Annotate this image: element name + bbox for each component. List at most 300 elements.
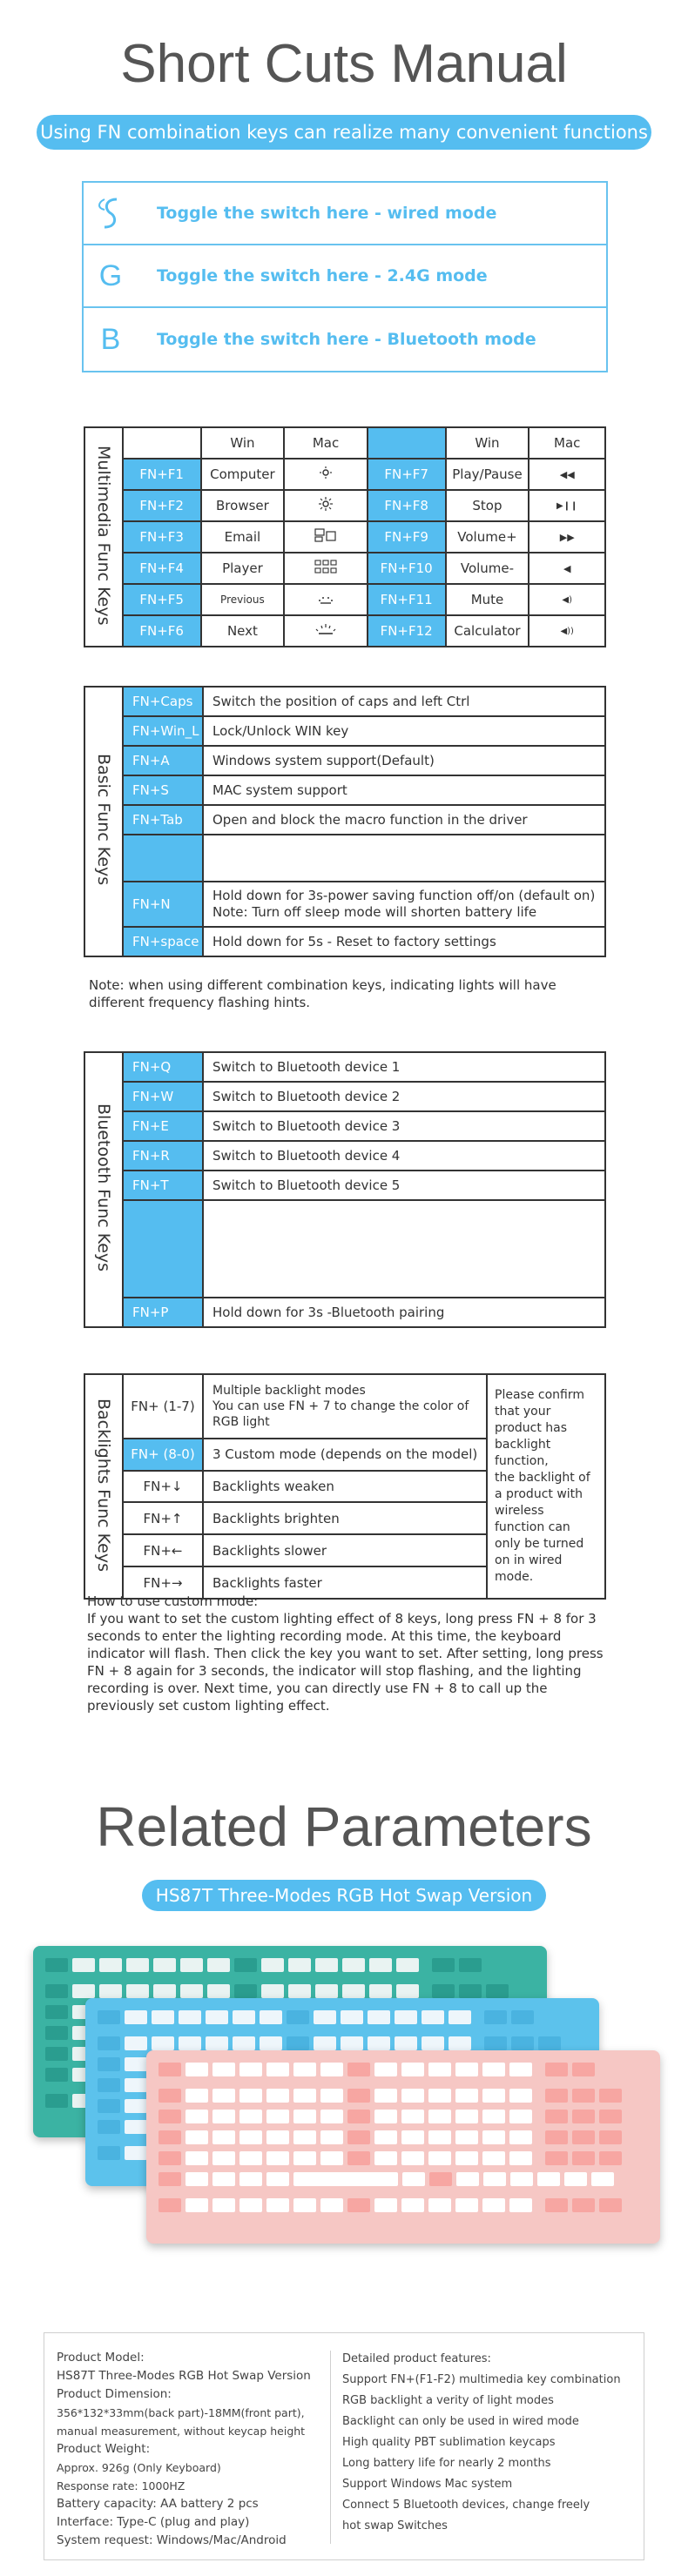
desc-cell: Backlights brighten xyxy=(203,1502,487,1534)
params-divider xyxy=(330,2351,331,2544)
key-cell: FN+↓ xyxy=(123,1471,203,1503)
keycap xyxy=(180,1958,203,1972)
table-row xyxy=(84,521,605,553)
keycap xyxy=(511,2010,534,2024)
table-row xyxy=(84,687,605,716)
keycap xyxy=(315,1984,338,1998)
table-row xyxy=(84,459,605,490)
desc-cell: Switch to Bluetooth device 1 xyxy=(203,1052,605,1082)
keycap xyxy=(266,2063,289,2076)
keycap xyxy=(98,2099,120,2113)
desc-cell: Backlights faster xyxy=(203,1566,487,1599)
keycap xyxy=(509,2063,532,2076)
keycap xyxy=(511,2036,534,2050)
keycap xyxy=(347,2198,370,2212)
keycap xyxy=(428,2063,451,2076)
win-cell: Stop xyxy=(446,490,529,521)
keycap xyxy=(509,2089,532,2103)
keycap xyxy=(320,2063,343,2076)
keycap xyxy=(341,2010,363,2024)
keycap xyxy=(347,2110,370,2123)
keycap xyxy=(572,2151,595,2165)
param-line: System request: Windows/Mac/Android xyxy=(57,2533,287,2547)
keycap xyxy=(572,2198,595,2212)
key-cell xyxy=(123,835,203,882)
params-box xyxy=(44,2332,644,2560)
key-cell: FN+→ xyxy=(123,1566,203,1599)
keycap xyxy=(347,2063,370,2076)
keycap xyxy=(266,2089,289,2103)
keycap xyxy=(212,2130,235,2144)
keycap xyxy=(374,2198,397,2212)
col-win: Win xyxy=(201,427,285,459)
keycap xyxy=(320,2130,343,2144)
param-line: Response rate: 1000HZ xyxy=(57,2479,185,2492)
param-line: Product Dimension: xyxy=(57,2387,172,2401)
key-cell: FN+S xyxy=(123,775,203,805)
table-row xyxy=(84,1298,605,1327)
keycap xyxy=(239,2063,262,2076)
keycap xyxy=(374,2089,397,2103)
keycap xyxy=(288,1958,311,1972)
keycap xyxy=(599,2089,622,2103)
keycap xyxy=(288,1984,311,1998)
keycap xyxy=(432,1958,455,1972)
keycap xyxy=(98,2078,120,2092)
keycap xyxy=(432,1984,455,1998)
keycap xyxy=(455,2130,478,2144)
keycap xyxy=(428,2110,451,2123)
keycap xyxy=(45,2068,68,2082)
keycap xyxy=(314,2036,336,2050)
keycap xyxy=(320,2198,343,2212)
mode-2.4g-label: Toggle the switch here - 2.4G mode xyxy=(157,266,488,285)
keycap xyxy=(179,2036,201,2050)
table-row xyxy=(84,1082,605,1111)
table-row-empty xyxy=(84,835,605,882)
empty-header-2 xyxy=(368,427,446,459)
param-line: manual measurement, without keycap height xyxy=(57,2425,306,2438)
keycap xyxy=(293,2063,316,2076)
keycap xyxy=(239,2110,262,2123)
table-row xyxy=(84,490,605,521)
keycap xyxy=(599,2151,622,2165)
keyboard-light-up-icon xyxy=(284,615,367,647)
key-cell: FN+F8 xyxy=(368,490,446,521)
keycap xyxy=(509,2130,532,2144)
keycap xyxy=(486,1984,509,1998)
keycap xyxy=(152,2036,174,2050)
key-cell: FN+Caps xyxy=(123,687,203,716)
keycap xyxy=(374,2130,397,2144)
keycap xyxy=(538,2036,561,2050)
win-cell: Volume- xyxy=(446,553,529,584)
backlight-section-label: Backlights Func Keys xyxy=(84,1374,123,1599)
keycap xyxy=(125,2099,147,2113)
keycap xyxy=(341,2036,363,2050)
brightness-low-icon xyxy=(284,459,367,490)
keycap xyxy=(428,2198,451,2212)
keycap xyxy=(239,2089,262,2103)
keycap xyxy=(455,2063,478,2076)
table-row xyxy=(84,1374,605,1439)
table-row xyxy=(84,805,605,835)
keycap xyxy=(234,1958,257,1972)
keycap xyxy=(428,2151,451,2165)
desc-cell: Hold down for 3s -Bluetooth pairing xyxy=(203,1298,605,1327)
backlight-side-note: Please confirm that your product has backlight function, the backlight of a product with wireless function can only be turned on in wired mode. xyxy=(487,1374,605,1599)
table-row xyxy=(84,775,605,805)
keycap xyxy=(449,2036,471,2050)
params-title: Related Parameters xyxy=(96,1795,592,1858)
keycap xyxy=(159,2198,181,2212)
desc-cell: Multiple backlight modes You can use FN + 7 to change the color of RGB light xyxy=(203,1374,487,1439)
col-mac-2: Mac xyxy=(529,427,605,459)
keycap xyxy=(72,1958,95,1972)
table-row xyxy=(84,584,605,615)
rewind-icon: ◀◀ xyxy=(529,459,605,490)
keycap xyxy=(395,2036,417,2050)
keycap xyxy=(455,2151,478,2165)
keycap xyxy=(287,2036,309,2050)
desc-cell: Backlights slower xyxy=(203,1534,487,1566)
keycap xyxy=(455,2089,478,2103)
keyboard-image-pink xyxy=(146,2050,660,2244)
keycap xyxy=(482,2063,505,2076)
desc-cell: MAC system support xyxy=(203,775,605,805)
keycap xyxy=(99,1984,122,1998)
key-cell: FN+F7 xyxy=(368,459,446,490)
keycap xyxy=(545,2089,568,2103)
win-cell: Email xyxy=(201,521,285,553)
key-cell: FN+R xyxy=(123,1141,203,1171)
mode-bluetooth xyxy=(84,308,606,371)
keycap xyxy=(572,2089,595,2103)
keycap xyxy=(159,2130,181,2144)
keycap xyxy=(401,2110,424,2123)
keycap xyxy=(185,2089,208,2103)
multimedia-section-label: Multimedia Func Keys xyxy=(84,427,123,647)
desc-cell xyxy=(203,835,605,882)
key-cell: FN+A xyxy=(123,746,203,775)
feature-line: Support Windows Mac system xyxy=(342,2478,513,2491)
table-row xyxy=(84,1171,605,1200)
keycap xyxy=(396,1958,419,1972)
keycap xyxy=(572,2063,595,2076)
keycap xyxy=(125,2120,147,2134)
keycap xyxy=(45,2026,68,2040)
desc-cell xyxy=(203,1200,605,1298)
win-cell: Browser xyxy=(201,490,285,521)
table-row xyxy=(84,716,605,746)
keycap xyxy=(429,2172,452,2186)
keycap xyxy=(314,2010,336,2024)
desc-cell: 3 Custom mode (depends on the model) xyxy=(203,1439,487,1471)
table-row xyxy=(84,615,605,647)
keyboard-light-down-icon xyxy=(284,584,367,615)
keycap xyxy=(206,2036,228,2050)
keycap xyxy=(483,2172,506,2186)
keycap xyxy=(422,2010,444,2024)
desc-cell: Switch to Bluetooth device 5 xyxy=(203,1171,605,1200)
keycap xyxy=(374,2063,397,2076)
keycap xyxy=(402,2172,425,2186)
keycap xyxy=(428,2130,451,2144)
keycap xyxy=(459,1984,482,1998)
key-cell: FN+F1 xyxy=(123,459,201,490)
bluetooth-section-label: Bluetooth Func Keys xyxy=(84,1052,123,1327)
keycap xyxy=(159,2063,181,2076)
key-cell: FN+P xyxy=(123,1298,203,1327)
keycap xyxy=(126,1984,149,1998)
fast-forward-icon: ▶▶ xyxy=(529,521,605,553)
keycap xyxy=(287,2010,309,2024)
col-mac: Mac xyxy=(284,427,367,459)
keycap xyxy=(482,2089,505,2103)
keycap xyxy=(239,2151,262,2165)
backlight-table xyxy=(84,1373,606,1600)
basic-note: Note: when using different combination keys, indicating lights will have different frequency flashing hints. xyxy=(89,977,556,1010)
keycap xyxy=(125,2036,147,2050)
params-subtitle: HS87T Three-Modes RGB Hot Swap Version xyxy=(142,1880,546,1911)
table-row xyxy=(84,1141,605,1171)
keycap xyxy=(45,2005,68,2019)
win-cell: Play/Pause xyxy=(446,459,529,490)
key-cell: FN+F9 xyxy=(368,521,446,553)
mode-2.4g xyxy=(84,245,606,308)
keycap xyxy=(239,2198,262,2212)
params-right xyxy=(342,2349,638,2537)
keycap xyxy=(206,2010,228,2024)
keycap xyxy=(482,2198,505,2212)
key-cell: FN+F5 xyxy=(123,584,201,615)
mode-wired-label: Toggle the switch here - wired mode xyxy=(157,204,497,223)
keycap xyxy=(234,1984,257,1998)
keycap xyxy=(212,2063,235,2076)
keycap xyxy=(564,2172,587,2186)
keycap xyxy=(153,1984,176,1998)
keycap xyxy=(482,2130,505,2144)
keycap xyxy=(266,2198,289,2212)
key-cell: FN+T xyxy=(123,1171,203,1200)
keycap xyxy=(125,2057,147,2071)
page-subtitle: Using FN combination keys can realize many convenient functions xyxy=(37,115,651,150)
win-cell: Next xyxy=(201,615,285,647)
win-cell: Computer xyxy=(201,459,285,490)
param-line: Battery capacity: AA battery 2 pcs xyxy=(57,2497,259,2511)
keycap xyxy=(591,2172,614,2186)
keycap xyxy=(396,1984,419,1998)
win-cell: Player xyxy=(201,553,285,584)
keycap xyxy=(98,2120,120,2134)
keycap xyxy=(293,2151,316,2165)
key-cell: FN+ (1-7) xyxy=(123,1374,203,1439)
keycap xyxy=(152,2010,174,2024)
keycap xyxy=(98,2057,120,2071)
key-cell xyxy=(123,1200,203,1298)
keycap xyxy=(212,2110,235,2123)
keycap xyxy=(98,2010,120,2024)
table-row xyxy=(84,882,605,927)
desc-cell: Open and block the macro function in the driver xyxy=(203,805,605,835)
feature-line: High quality PBT sublimation keycaps xyxy=(342,2436,556,2449)
2.4g-icon: G xyxy=(98,258,123,292)
keycap xyxy=(126,1958,149,1972)
keycap xyxy=(185,2130,208,2144)
desc-cell: Hold down for 5s - Reset to factory settings xyxy=(203,927,605,956)
keycap xyxy=(537,2172,560,2186)
keycap xyxy=(545,2130,568,2144)
wired-icon xyxy=(96,196,125,231)
feature-line: Backlight can only be used in wired mode xyxy=(342,2415,579,2428)
keycap xyxy=(484,2036,507,2050)
keycap xyxy=(212,2172,235,2186)
keycap xyxy=(347,2151,370,2165)
keycap xyxy=(545,2063,568,2076)
param-line: Interface: Type-C (plug and play) xyxy=(57,2515,250,2529)
key-cell: FN+F12 xyxy=(368,615,446,647)
keycap xyxy=(315,1958,338,1972)
param-line: 356*132*33mm(back part)-18MM(front part), xyxy=(57,2406,305,2419)
win-cell: Calculator xyxy=(446,615,529,647)
keycap xyxy=(266,2172,289,2186)
keycap xyxy=(72,1984,95,1998)
keycap xyxy=(374,2110,397,2123)
keycap xyxy=(572,2110,595,2123)
keycap xyxy=(185,2172,208,2186)
win-cell: Volume+ xyxy=(446,521,529,553)
desc-cell: Windows system support(Default) xyxy=(203,746,605,775)
keycap xyxy=(509,2151,532,2165)
keycap xyxy=(45,2094,68,2108)
keycap xyxy=(599,2110,622,2123)
keycap xyxy=(401,2151,424,2165)
keycap xyxy=(293,2130,316,2144)
keycap xyxy=(239,2172,262,2186)
keycap xyxy=(185,2151,208,2165)
keycap xyxy=(293,2089,316,2103)
keycap xyxy=(159,2110,181,2123)
keycap xyxy=(293,2198,316,2212)
basic-section-label: Basic Func Keys xyxy=(84,687,123,956)
table-row xyxy=(84,927,605,956)
desc-cell: Backlights weaken xyxy=(203,1471,487,1503)
keycap xyxy=(320,2089,343,2103)
param-line: Approx. 926g (Only Keyboard) xyxy=(57,2461,221,2474)
keycap xyxy=(456,2172,479,2186)
keycap xyxy=(266,2151,289,2165)
win-cell: Previous xyxy=(201,584,285,615)
col-win-2: Win xyxy=(446,427,529,459)
bluetooth-icon: B xyxy=(100,322,121,356)
keycap xyxy=(401,2063,424,2076)
keycap xyxy=(185,2063,208,2076)
keycap xyxy=(233,2036,255,2050)
keycap xyxy=(368,2010,390,2024)
keycap xyxy=(266,2110,289,2123)
key-cell: FN+F11 xyxy=(368,584,446,615)
multimedia-table xyxy=(84,426,606,647)
keycap xyxy=(401,2198,424,2212)
keycap xyxy=(459,1958,482,1972)
keycap xyxy=(212,2151,235,2165)
basic-func-table xyxy=(84,686,606,957)
key-cell: FN+F6 xyxy=(123,615,201,647)
key-cell: FN+N xyxy=(123,882,203,927)
keycap xyxy=(545,2110,568,2123)
keycap xyxy=(159,2089,181,2103)
keycap xyxy=(374,2151,397,2165)
mute-icon: ◀ xyxy=(529,553,605,584)
key-cell: FN+Q xyxy=(123,1052,203,1082)
desc-cell: Switch to Bluetooth device 4 xyxy=(203,1141,605,1171)
keycap xyxy=(159,2151,181,2165)
param-line: HS87T Three-Modes RGB Hot Swap Version xyxy=(57,2369,311,2383)
keycap xyxy=(233,2010,255,2024)
key-cell: FN+ (8-0) xyxy=(123,1439,203,1471)
feature-line: Long battery life for nearly 2 months xyxy=(342,2457,551,2470)
keycap xyxy=(207,1984,230,1998)
table-row-empty xyxy=(84,1200,605,1298)
keycap xyxy=(428,2089,451,2103)
keycap xyxy=(266,2130,289,2144)
desc-cell xyxy=(203,882,605,927)
key-cell: FN+Tab xyxy=(123,805,203,835)
key-cell: FN+← xyxy=(123,1534,203,1566)
keycap xyxy=(125,2010,147,2024)
empty-header xyxy=(123,427,201,459)
launchpad-icon xyxy=(284,553,367,584)
play-pause-icon: ▶❙❙ xyxy=(529,490,605,521)
keycap xyxy=(261,1984,284,1998)
keycap xyxy=(260,2010,282,2024)
mode-bluetooth-label: Toggle the switch here - Bluetooth mode xyxy=(157,330,536,349)
key-cell: FN+Win_L xyxy=(123,716,203,746)
feature-line: Connect 5 Bluetooth devices, change freely xyxy=(342,2499,590,2512)
keycap xyxy=(159,2172,181,2186)
key-cell: FN+F2 xyxy=(123,490,201,521)
howto-title: How to use custom mode: xyxy=(87,1593,259,1609)
keycap xyxy=(347,2089,370,2103)
keycap xyxy=(180,1984,203,1998)
desc-cell: Switch to Bluetooth device 2 xyxy=(203,1082,605,1111)
keycap xyxy=(342,1958,365,1972)
keycap xyxy=(98,2146,120,2160)
feature-line: Detailed product features: xyxy=(342,2352,491,2365)
keycap xyxy=(455,2198,478,2212)
keycap xyxy=(482,2151,505,2165)
keycap xyxy=(342,1984,365,1998)
desc-cell: Lock/Unlock WIN key xyxy=(203,716,605,746)
keycap xyxy=(449,2010,471,2024)
brightness-high-icon xyxy=(284,490,367,521)
params-left xyxy=(57,2349,344,2550)
keycap xyxy=(212,2198,235,2212)
keycap xyxy=(401,2089,424,2103)
keycap xyxy=(545,2198,568,2212)
key-cell: FN+F3 xyxy=(123,521,201,553)
param-line: Product Weight: xyxy=(57,2442,151,2456)
keycap xyxy=(212,2089,235,2103)
keycap xyxy=(293,2110,316,2123)
keycap xyxy=(179,2010,201,2024)
table-row xyxy=(84,746,605,775)
feature-line: hot swap Switches xyxy=(342,2519,448,2532)
keycap xyxy=(368,2036,390,2050)
keycap xyxy=(395,2010,417,2024)
keycap xyxy=(572,2130,595,2144)
keycap xyxy=(599,2130,622,2144)
